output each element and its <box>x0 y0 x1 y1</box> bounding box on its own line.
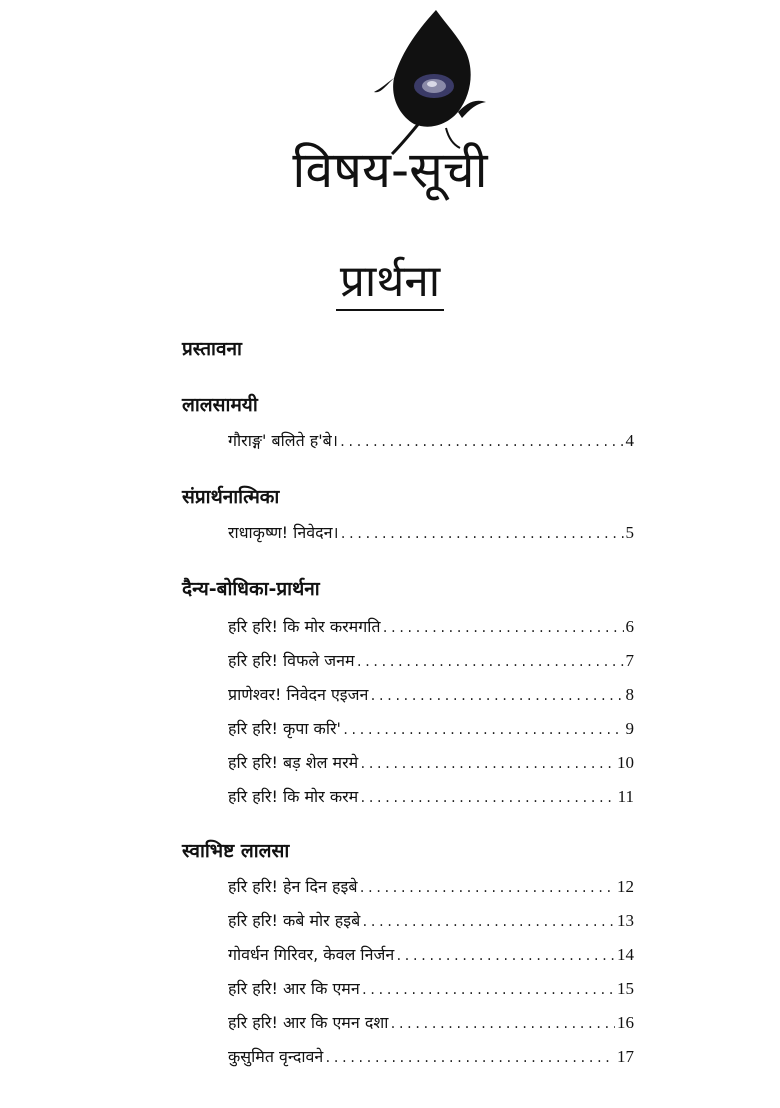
toc-entry[interactable] <box>228 682 634 708</box>
dot-leader <box>382 615 624 641</box>
entry-title: हरि हरि! विफले जनम <box>228 651 355 670</box>
toc-entry[interactable] <box>228 520 634 546</box>
page-number: 9 <box>625 719 634 738</box>
dot-leader <box>395 943 615 969</box>
page-number: 7 <box>625 651 634 670</box>
page-number: 16 <box>617 1013 634 1032</box>
page-number: 14 <box>617 945 634 964</box>
page-number: 17 <box>617 1047 634 1066</box>
entry-title: राधाकृष्ण! निवेदन। <box>228 523 339 542</box>
peacock-feather-icon <box>362 8 494 156</box>
dot-leader <box>359 875 615 901</box>
toc-entry[interactable] <box>228 784 634 810</box>
group-heading: दैन्य-बोधिका-प्रार्थना <box>182 578 320 600</box>
entry-title: हरि हरि! हेन दिन हइबे <box>228 877 358 896</box>
dot-leader <box>369 683 623 709</box>
group-heading: स्वाभिष्ट लालसा <box>182 840 290 862</box>
entry-title: हरि हरि! आर कि एमन दशा <box>228 1013 389 1032</box>
entry-title: हरि हरि! कृपा करि' <box>228 719 341 738</box>
dot-leader <box>324 1045 615 1071</box>
page-number: 6 <box>625 617 634 636</box>
dot-leader <box>359 751 615 777</box>
toc-entry[interactable] <box>228 614 634 640</box>
page-number: 11 <box>617 787 634 806</box>
entry-title: कुसुमित वृन्दावने <box>228 1047 324 1066</box>
toc-entry[interactable] <box>228 908 634 934</box>
page-number: 4 <box>625 431 634 450</box>
toc-entry[interactable] <box>228 750 634 776</box>
page-number: 15 <box>617 979 634 998</box>
toc-entry[interactable] <box>228 648 634 674</box>
entry-title: हरि हरि! आर कि एमन <box>228 979 360 998</box>
toc-entry[interactable] <box>228 976 634 1002</box>
entry-title: हरि हरि! बड़ शेल मरमे <box>228 753 359 772</box>
dot-leader <box>361 909 615 935</box>
group-heading: लालसामयी <box>182 394 258 416</box>
entry-title: हरि हरि! कि मोर करम <box>228 787 359 806</box>
dot-leader <box>339 429 624 455</box>
dot-leader <box>389 1011 615 1037</box>
page-number: 12 <box>617 877 634 896</box>
toc-entry[interactable] <box>228 1010 634 1036</box>
page-number: 8 <box>625 685 634 704</box>
page-number: 13 <box>617 911 634 930</box>
section-title: प्रार्थना <box>336 256 444 311</box>
group-heading: संप्रार्थनात्मिका <box>182 486 280 508</box>
entry-title: गोवर्धन गिरिवर, केवल निर्जन <box>228 945 395 964</box>
toc-entry[interactable] <box>228 942 634 968</box>
dot-leader <box>342 717 624 743</box>
entry-title: प्राणेश्वर! निवेदन एइजन <box>228 685 369 704</box>
toc-entry[interactable] <box>228 716 634 742</box>
dot-leader <box>359 785 615 811</box>
page-number: 10 <box>617 753 634 772</box>
dot-leader <box>356 649 624 675</box>
dot-leader <box>361 977 615 1003</box>
entry-title: हरि हरि! कबे मोर हइबे <box>228 911 361 930</box>
entry-title: गौराङ्ग' बलिते ह'बे। <box>228 431 338 450</box>
page-title: विषय-सूची <box>292 141 488 199</box>
entry-title: हरि हरि! कि मोर करमगति <box>228 617 381 636</box>
toc-entry[interactable] <box>228 1044 634 1070</box>
dot-leader <box>340 521 624 547</box>
page-number: 5 <box>625 523 634 542</box>
group-heading: प्रस्तावना <box>182 338 242 360</box>
toc-entry[interactable] <box>228 874 634 900</box>
section-title-wrapper <box>0 252 780 312</box>
toc-entry[interactable] <box>228 428 634 454</box>
